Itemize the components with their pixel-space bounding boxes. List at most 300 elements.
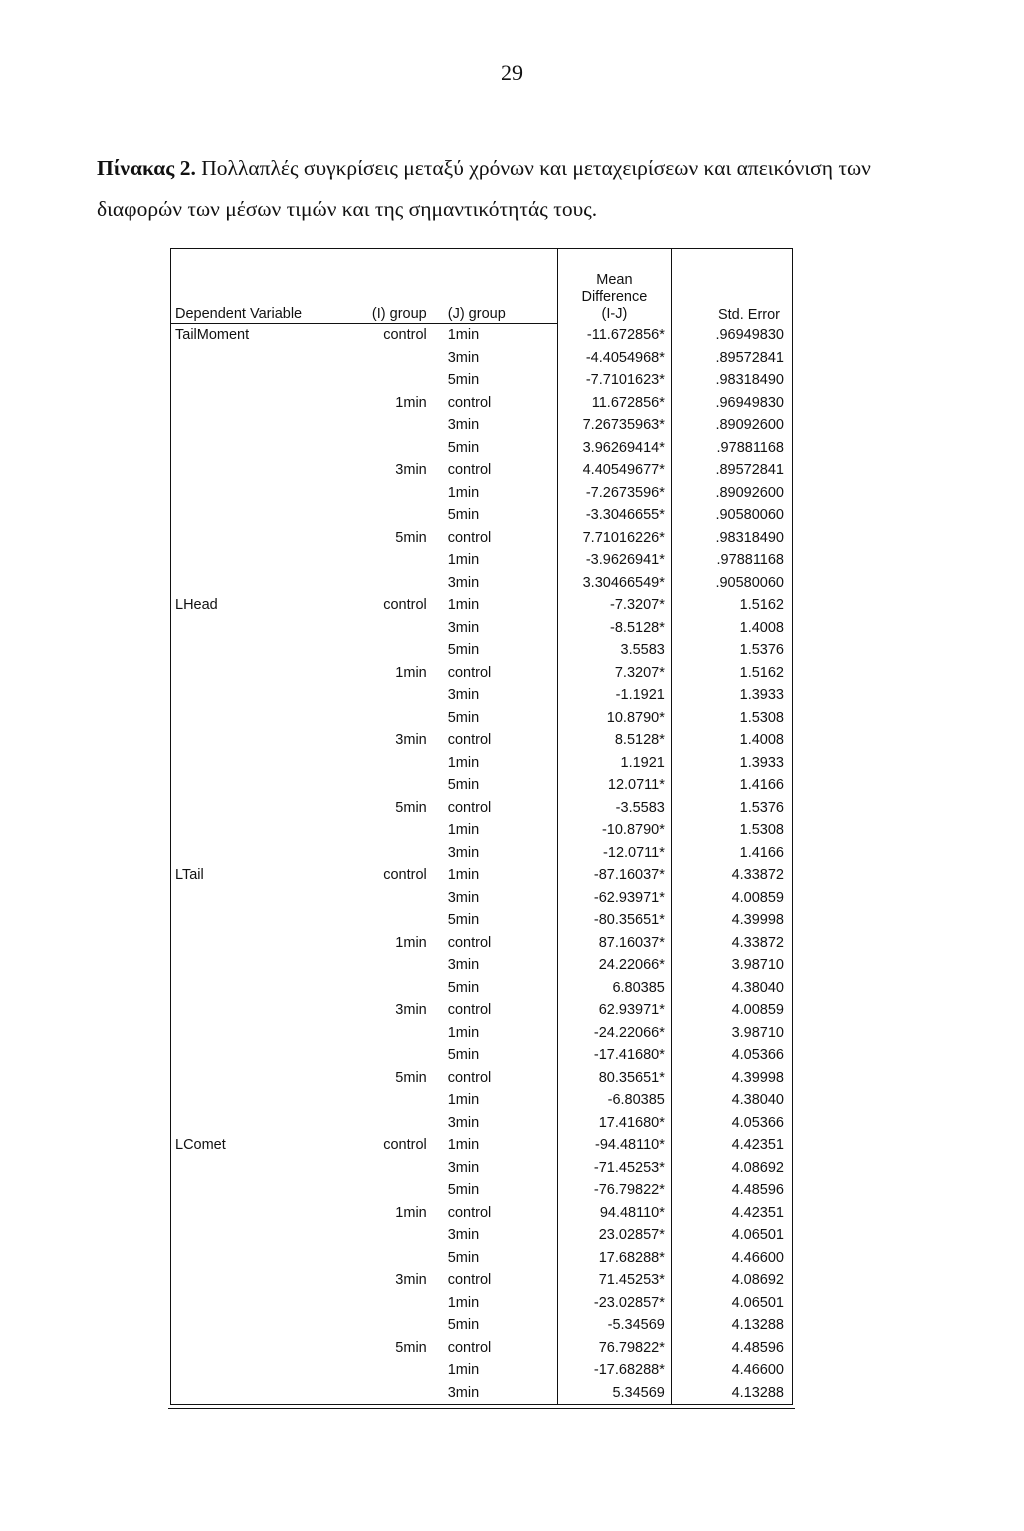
cell-mean-difference: 3.5583 (557, 639, 671, 662)
cell-j-group: 1min (447, 552, 480, 568)
cell-i-group (324, 752, 433, 775)
cell-mean-difference: -94.48110* (557, 1134, 671, 1157)
caption-text: Πολλαπλές συγκρίσεις μεταξύ χρόνων και μεταχειρίσεων και απεικόνιση των διαφορών των μέσων τιμών και της σημαντικότητάς τους. (97, 156, 871, 221)
multiple-comparisons-table (170, 248, 793, 1405)
cell-j-group: control (447, 934, 492, 951)
cell-i-group (324, 707, 433, 730)
cell-j-group: control (447, 1002, 492, 1018)
table-row (171, 504, 793, 527)
header-j-group: (J) group (433, 249, 558, 324)
cell-mean-difference: -17.68288* (557, 1359, 671, 1382)
cell-mean-difference: -80.35651* (557, 909, 671, 932)
cell-dependent-variable (171, 482, 324, 505)
table-caption (97, 148, 957, 230)
cell-dependent-variable (171, 1112, 324, 1135)
table-row (171, 437, 793, 460)
table-row (171, 459, 793, 482)
cell-dependent-variable (171, 909, 324, 932)
table-row (171, 1359, 793, 1382)
cell-mean-difference: 94.48110* (557, 1202, 671, 1225)
cell-i-group (324, 1022, 433, 1045)
cell-std-error: 4.33872 (671, 932, 792, 955)
header-mean-difference (557, 249, 671, 324)
table-row (171, 909, 793, 932)
cell-i-group (324, 909, 433, 932)
cell-dependent-variable (171, 1292, 324, 1315)
cell-i-group (324, 549, 433, 572)
cell-mean-difference: 24.22066* (557, 954, 671, 977)
cell-std-error: 1.5308 (671, 819, 792, 842)
cell-std-error: 4.00859 (671, 887, 792, 910)
cell-i-group: control (383, 867, 427, 883)
cell-i-group (324, 572, 433, 595)
table-row (171, 819, 793, 842)
table-row (171, 662, 793, 685)
cell-mean-difference: 4.40549677* (557, 459, 671, 482)
cell-std-error: 1.3933 (671, 684, 792, 707)
cell-mean-difference: 17.68288* (557, 1247, 671, 1270)
table-row (171, 1337, 793, 1360)
cell-mean-difference: 76.79822* (557, 1337, 671, 1360)
cell-dependent-variable: LComet (171, 1134, 324, 1157)
cell-mean-difference: 62.93971* (557, 999, 671, 1022)
page-number: 29 (501, 60, 523, 85)
cell-i-group (324, 482, 433, 505)
cell-j-group: control (447, 1272, 492, 1288)
cell-i-group (324, 437, 433, 460)
cell-std-error: 1.5162 (671, 662, 792, 685)
table-row (171, 1382, 793, 1405)
cell-i-group (324, 1292, 433, 1315)
cell-std-error: 4.00859 (671, 999, 792, 1022)
cell-mean-difference: -3.3046655* (557, 504, 671, 527)
table-row (171, 1314, 793, 1337)
cell-j-group: 5min (447, 1317, 480, 1333)
cell-std-error: 4.42351 (671, 1134, 792, 1157)
cell-dependent-variable (171, 392, 324, 415)
cell-dependent-variable (171, 1247, 324, 1270)
table-row (171, 482, 793, 505)
cell-i-group (324, 1224, 433, 1247)
cell-mean-difference: 23.02857* (557, 1224, 671, 1247)
cell-dependent-variable: LHead (171, 594, 324, 617)
cell-mean-difference: 3.30466549* (557, 572, 671, 595)
cell-j-group: 5min (447, 372, 480, 388)
cell-i-group (324, 1044, 433, 1067)
cell-mean-difference: -3.9626941* (557, 549, 671, 572)
cell-std-error: 1.5162 (671, 594, 792, 617)
cell-j-group: control (447, 1339, 492, 1356)
cell-i-group (324, 369, 433, 392)
cell-std-error: 4.08692 (671, 1269, 792, 1292)
table-row (171, 864, 793, 887)
cell-j-group: 3min (447, 1159, 480, 1176)
cell-std-error: 1.4166 (671, 842, 792, 865)
cell-std-error: 3.98710 (671, 1022, 792, 1045)
cell-mean-difference: 1.1921 (557, 752, 671, 775)
cell-j-group: 1min (447, 1024, 480, 1041)
cell-dependent-variable: LTail (171, 864, 324, 887)
cell-i-group (324, 1247, 433, 1270)
cell-j-group: control (447, 799, 492, 816)
cell-i-group (324, 639, 433, 662)
cell-i-group: 5min (395, 1069, 427, 1086)
table-bottom-rule (168, 1408, 795, 1409)
cell-i-group: 3min (395, 732, 427, 748)
cell-j-group: 3min (447, 889, 480, 906)
header-i-group: (I) group (324, 249, 433, 324)
table-row (171, 1224, 793, 1247)
cell-mean-difference: 3.96269414* (557, 437, 671, 460)
cell-dependent-variable (171, 639, 324, 662)
table-row (171, 752, 793, 775)
cell-j-group: control (447, 462, 492, 478)
cell-mean-difference: 7.26735963* (557, 414, 671, 437)
cell-dependent-variable (171, 369, 324, 392)
table-row (171, 1202, 793, 1225)
cell-dependent-variable (171, 887, 324, 910)
table-row (171, 549, 793, 572)
cell-std-error: 4.38040 (671, 977, 792, 1000)
cell-j-group: 5min (447, 1182, 480, 1198)
table-row (171, 414, 793, 437)
cell-std-error: .98318490 (671, 369, 792, 392)
table-row (171, 1089, 793, 1112)
cell-i-group: 5min (395, 799, 427, 816)
cell-dependent-variable (171, 1202, 324, 1225)
cell-dependent-variable (171, 662, 324, 685)
cell-dependent-variable (171, 1269, 324, 1292)
cell-std-error: 1.4008 (671, 617, 792, 640)
cell-j-group: 3min (433, 1382, 558, 1405)
cell-j-group: 5min (447, 642, 480, 658)
table-row (171, 932, 793, 955)
cell-mean-difference: -17.41680* (557, 1044, 671, 1067)
cell-dependent-variable (171, 1179, 324, 1202)
cell-i-group (324, 1382, 433, 1405)
cell-mean-difference: -7.3207* (557, 594, 671, 617)
cell-dependent-variable (171, 842, 324, 865)
cell-dependent-variable (171, 1359, 324, 1382)
cell-std-error: .90580060 (671, 572, 792, 595)
cell-dependent-variable (171, 752, 324, 775)
cell-j-group: 5min (447, 709, 480, 726)
table-row (171, 954, 793, 977)
cell-i-group (324, 684, 433, 707)
cell-std-error: .96949830 (671, 324, 792, 347)
cell-j-group: 5min (447, 979, 480, 996)
cell-i-group (324, 1112, 433, 1135)
table-row (171, 639, 793, 662)
cell-i-group (324, 617, 433, 640)
cell-mean-difference: -11.672856* (557, 324, 671, 347)
cell-mean-difference: 71.45253* (557, 1269, 671, 1292)
cell-j-group: 1min (447, 867, 480, 883)
cell-mean-difference: 7.71016226* (557, 527, 671, 550)
cell-i-group: 5min (395, 1339, 427, 1356)
table-row (171, 1022, 793, 1045)
cell-mean-difference: -76.79822* (557, 1179, 671, 1202)
cell-j-group: 3min (447, 417, 480, 433)
table-row (171, 999, 793, 1022)
cell-j-group: 5min (447, 507, 480, 523)
cell-j-group: control (447, 529, 492, 546)
cell-dependent-variable (171, 1022, 324, 1045)
cell-std-error: .90580060 (671, 504, 792, 527)
table-row (171, 1269, 793, 1292)
cell-std-error: 4.38040 (671, 1089, 792, 1112)
cell-dependent-variable (171, 797, 324, 820)
cell-i-group (324, 887, 433, 910)
cell-j-group: 1min (447, 327, 480, 343)
cell-mean-difference: -87.16037* (557, 864, 671, 887)
cell-i-group: 3min (395, 1002, 427, 1018)
cell-mean-difference: -8.5128* (557, 617, 671, 640)
cell-dependent-variable (171, 684, 324, 707)
header-dependent-variable: Dependent Variable (171, 249, 324, 324)
cell-i-group: 3min (395, 462, 427, 478)
cell-dependent-variable (171, 1382, 324, 1405)
cell-j-group: 5min (447, 912, 480, 928)
cell-i-group: control (383, 597, 427, 613)
cell-std-error: .89572841 (671, 347, 792, 370)
cell-i-group (324, 774, 433, 797)
cell-dependent-variable (171, 1157, 324, 1180)
cell-j-group: control (447, 1069, 492, 1086)
cell-j-group: 1min (447, 597, 480, 613)
cell-i-group: control (383, 1137, 427, 1153)
cell-dependent-variable (171, 1044, 324, 1067)
cell-std-error: 4.39998 (671, 1067, 792, 1090)
cell-i-group (324, 414, 433, 437)
cell-dependent-variable (171, 459, 324, 482)
table-row (171, 1179, 793, 1202)
cell-dependent-variable (171, 549, 324, 572)
cell-dependent-variable (171, 954, 324, 977)
table-row (171, 324, 793, 347)
table-row (171, 572, 793, 595)
table-row (171, 797, 793, 820)
cell-mean-difference: 8.5128* (557, 729, 671, 752)
cell-i-group (324, 1314, 433, 1337)
cell-i-group (324, 842, 433, 865)
stats-table (170, 248, 793, 1405)
cell-j-group: 1min (447, 1362, 480, 1378)
cell-mean-difference: -3.5583 (557, 797, 671, 820)
cell-j-group: control (447, 1204, 492, 1221)
cell-j-group: 3min (447, 957, 480, 973)
cell-dependent-variable (171, 1224, 324, 1247)
cell-dependent-variable (171, 1089, 324, 1112)
cell-mean-difference: 12.0711* (557, 774, 671, 797)
cell-mean-difference: 6.80385 (557, 977, 671, 1000)
cell-dependent-variable: TailMoment (171, 324, 324, 347)
table-row (171, 1067, 793, 1090)
cell-std-error: 4.48596 (671, 1337, 792, 1360)
table-body (171, 324, 793, 1405)
cell-mean-difference: 80.35651* (557, 1067, 671, 1090)
cell-i-group (324, 819, 433, 842)
cell-mean-difference: -23.02857* (557, 1292, 671, 1315)
cell-dependent-variable (171, 437, 324, 460)
cell-dependent-variable (171, 977, 324, 1000)
cell-i-group: 5min (395, 529, 427, 546)
cell-j-group: 3min (447, 1114, 480, 1131)
header-mean-difference-line-3: (I-J) (601, 305, 628, 322)
cell-dependent-variable (171, 729, 324, 752)
cell-std-error: 4.48596 (671, 1179, 792, 1202)
cell-i-group (324, 347, 433, 370)
cell-mean-difference: -62.93971* (557, 887, 671, 910)
cell-mean-difference: -10.8790* (557, 819, 671, 842)
cell-j-group: 3min (447, 619, 480, 636)
header-mean-difference-line-2: Difference (581, 288, 648, 305)
table-row (171, 347, 793, 370)
table-row (171, 1112, 793, 1135)
cell-dependent-variable (171, 347, 324, 370)
cell-i-group (324, 977, 433, 1000)
cell-j-group: 3min (447, 574, 480, 591)
cell-std-error: 1.4166 (671, 774, 792, 797)
cell-i-group: 3min (395, 1272, 427, 1288)
cell-std-error: 1.4008 (671, 729, 792, 752)
cell-dependent-variable (171, 1337, 324, 1360)
cell-j-group: 1min (447, 1294, 480, 1311)
cell-std-error: 1.5376 (671, 797, 792, 820)
cell-i-group: 1min (395, 1204, 427, 1221)
cell-j-group: 3min (447, 1227, 480, 1243)
cell-j-group: 1min (447, 754, 480, 771)
cell-mean-difference: 87.16037* (557, 932, 671, 955)
cell-j-group: 5min (447, 777, 480, 793)
cell-j-group: 3min (447, 844, 480, 861)
cell-mean-difference: -6.80385 (557, 1089, 671, 1112)
table-row (171, 1134, 793, 1157)
cell-j-group: 1min (447, 1137, 480, 1153)
cell-i-group (324, 1089, 433, 1112)
cell-mean-difference: 10.8790* (557, 707, 671, 730)
cell-mean-difference: -7.7101623* (557, 369, 671, 392)
cell-std-error: 1.5376 (671, 639, 792, 662)
table-row (171, 707, 793, 730)
cell-std-error: 4.46600 (671, 1359, 792, 1382)
header-mean-difference-line-1: Mean (596, 271, 633, 288)
cell-mean-difference: -7.2673596* (557, 482, 671, 505)
header-row (171, 249, 793, 324)
cell-mean-difference: 5.34569 (557, 1382, 671, 1405)
cell-mean-difference: -1.1921 (557, 684, 671, 707)
cell-dependent-variable (171, 819, 324, 842)
cell-j-group: 3min (447, 349, 480, 366)
cell-std-error: 4.13288 (671, 1314, 792, 1337)
cell-std-error: 4.39998 (671, 909, 792, 932)
cell-std-error: 4.13288 (671, 1382, 792, 1405)
header-std-error: Std. Error (671, 249, 792, 324)
cell-std-error: 4.05366 (671, 1112, 792, 1135)
cell-i-group (324, 504, 433, 527)
cell-j-group: control (447, 394, 492, 411)
cell-std-error: 4.08692 (671, 1157, 792, 1180)
cell-j-group: 1min (447, 822, 480, 838)
table-row (171, 617, 793, 640)
cell-j-group: 1min (447, 1092, 480, 1108)
cell-std-error: 4.46600 (671, 1247, 792, 1270)
table-row (171, 774, 793, 797)
cell-mean-difference: -4.4054968* (557, 347, 671, 370)
table-row (171, 1247, 793, 1270)
cell-mean-difference: 7.3207* (557, 662, 671, 685)
table-row (171, 977, 793, 1000)
cell-dependent-variable (171, 999, 324, 1022)
table-row (171, 1157, 793, 1180)
cell-dependent-variable (171, 1314, 324, 1337)
cell-j-group: control (447, 732, 492, 748)
cell-dependent-variable (171, 932, 324, 955)
cell-mean-difference: 11.672856* (557, 392, 671, 415)
cell-std-error: 4.06501 (671, 1292, 792, 1315)
cell-std-error: .89572841 (671, 459, 792, 482)
cell-std-error: .89092600 (671, 414, 792, 437)
cell-dependent-variable (171, 504, 324, 527)
cell-i-group (324, 1179, 433, 1202)
cell-j-group: 5min (447, 1249, 480, 1266)
cell-std-error: .89092600 (671, 482, 792, 505)
caption-label: Πίνακας 2. (97, 156, 196, 180)
table-row (171, 527, 793, 550)
cell-dependent-variable (171, 617, 324, 640)
cell-std-error: .98318490 (671, 527, 792, 550)
cell-dependent-variable (171, 774, 324, 797)
cell-j-group: 1min (447, 484, 480, 501)
table-row (171, 594, 793, 617)
cell-i-group (324, 954, 433, 977)
table-row (171, 1292, 793, 1315)
cell-std-error: .96949830 (671, 392, 792, 415)
cell-std-error: .97881168 (671, 549, 792, 572)
cell-j-group: control (447, 664, 492, 681)
cell-mean-difference: -5.34569 (557, 1314, 671, 1337)
table-row (171, 1044, 793, 1067)
cell-dependent-variable (171, 414, 324, 437)
cell-std-error: 1.5308 (671, 707, 792, 730)
cell-mean-difference: -24.22066* (557, 1022, 671, 1045)
table-row (171, 392, 793, 415)
table-row (171, 887, 793, 910)
cell-std-error: .97881168 (671, 437, 792, 460)
table-row (171, 369, 793, 392)
cell-std-error: 4.33872 (671, 864, 792, 887)
table-row (171, 684, 793, 707)
cell-dependent-variable (171, 572, 324, 595)
cell-j-group: 5min (447, 1047, 480, 1063)
cell-std-error: 4.06501 (671, 1224, 792, 1247)
cell-std-error: 1.3933 (671, 752, 792, 775)
cell-j-group: 3min (447, 687, 480, 703)
cell-dependent-variable (171, 527, 324, 550)
cell-std-error: 4.05366 (671, 1044, 792, 1067)
cell-mean-difference: 17.41680* (557, 1112, 671, 1135)
cell-j-group: 5min (447, 439, 480, 456)
cell-i-group: 1min (395, 394, 427, 411)
cell-i-group: control (383, 327, 427, 343)
cell-dependent-variable (171, 707, 324, 730)
table-row (171, 729, 793, 752)
table-row (171, 842, 793, 865)
cell-dependent-variable (171, 1067, 324, 1090)
cell-i-group: 1min (395, 664, 427, 681)
cell-i-group (324, 1157, 433, 1180)
cell-i-group: 1min (395, 934, 427, 951)
